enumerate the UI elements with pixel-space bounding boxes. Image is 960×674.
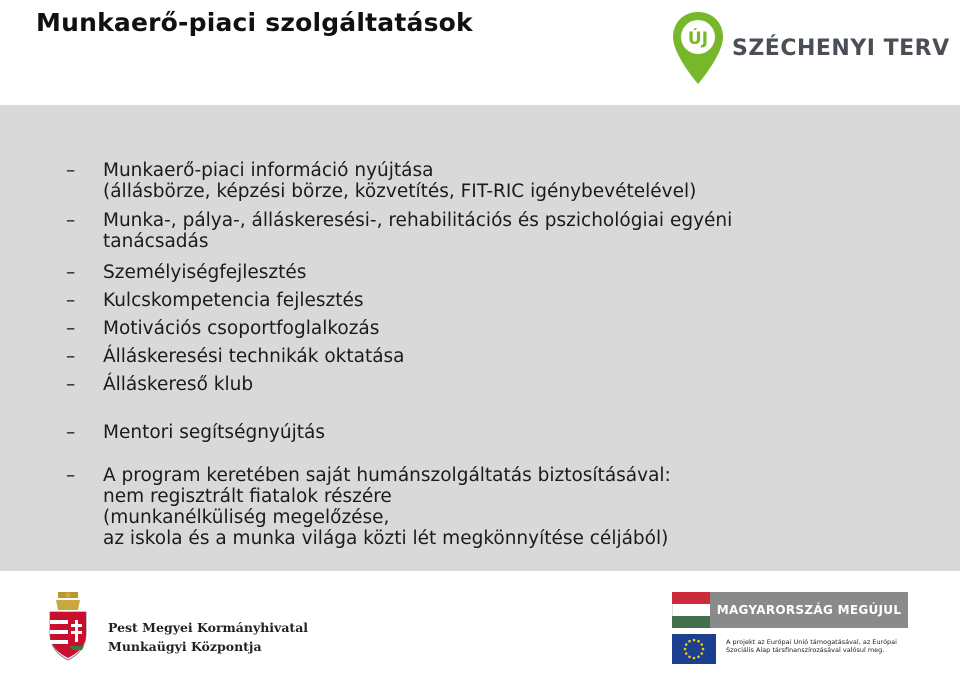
page-title: Munkaerő-piaci szolgáltatások <box>36 8 473 37</box>
dash-marker: – <box>66 422 76 443</box>
hungarian-coat-of-arms-icon <box>44 590 92 662</box>
office-name-line1: Pest Megyei Kormányhivatal <box>108 620 309 635</box>
logo-text: SZÉCHENYI TERV <box>732 36 950 61</box>
szechenyi-terv-logo <box>670 10 950 90</box>
list-item-line: az iskola és a munka világa közti lét megkönnyítése céljából) <box>103 528 669 549</box>
list-item-line: Személyiségfejlesztés <box>103 262 307 283</box>
list-item-line: nem regisztrált fiatalok részére <box>103 486 392 507</box>
eu-flag-icon <box>672 634 716 664</box>
eu-funding-logos <box>672 588 912 668</box>
list-item-line: Motivációs csoportfoglalkozás <box>103 318 380 339</box>
list-item-line: (munkanélküliség megelőzése, <box>103 507 390 528</box>
magyarorszag-megujul-banner: MAGYARORSZÁG MEGÚJUL <box>710 592 908 628</box>
dash-marker: – <box>66 210 76 231</box>
dash-marker: – <box>66 160 76 181</box>
list-item-line: Munka-, pálya-, álláskeresési-, rehabilitációs és pszichológiai egyéni <box>103 210 733 231</box>
dash-marker: – <box>66 346 76 367</box>
list-item-line: tanácsadás <box>103 231 209 252</box>
dash-marker: – <box>66 374 76 395</box>
list-item-line: Álláskeresési technikák oktatása <box>103 346 405 367</box>
dash-marker: – <box>66 262 76 283</box>
list-item-line: (állásbörze, képzési börze, közvetítés, FIT-RIC igénybevételével) <box>103 181 697 202</box>
eu-funding-note: A projekt az Európai Unió támogatásával, az Európai Szociális Alap társfinanszírozásával valósul meg. <box>726 638 897 654</box>
office-name-line2: Munkaügyi Központja <box>108 639 262 654</box>
list-item-line: A program keretében saját humánszolgáltatás biztosításával: <box>103 465 671 486</box>
list-item-line: Munkaerő-piaci információ nyújtása <box>103 160 434 181</box>
list-item-line: Kulcskompetencia fejlesztés <box>103 290 364 311</box>
list-item-line: Mentori segítségnyújtás <box>103 422 325 443</box>
dash-marker: – <box>66 465 76 486</box>
hungarian-flag-icon <box>672 592 710 628</box>
dash-marker: – <box>66 290 76 311</box>
map-pin-icon <box>670 10 726 90</box>
dash-marker: – <box>66 318 76 339</box>
pin-text: ÚJ <box>687 29 709 49</box>
list-item-line: Álláskereső klub <box>103 374 254 395</box>
